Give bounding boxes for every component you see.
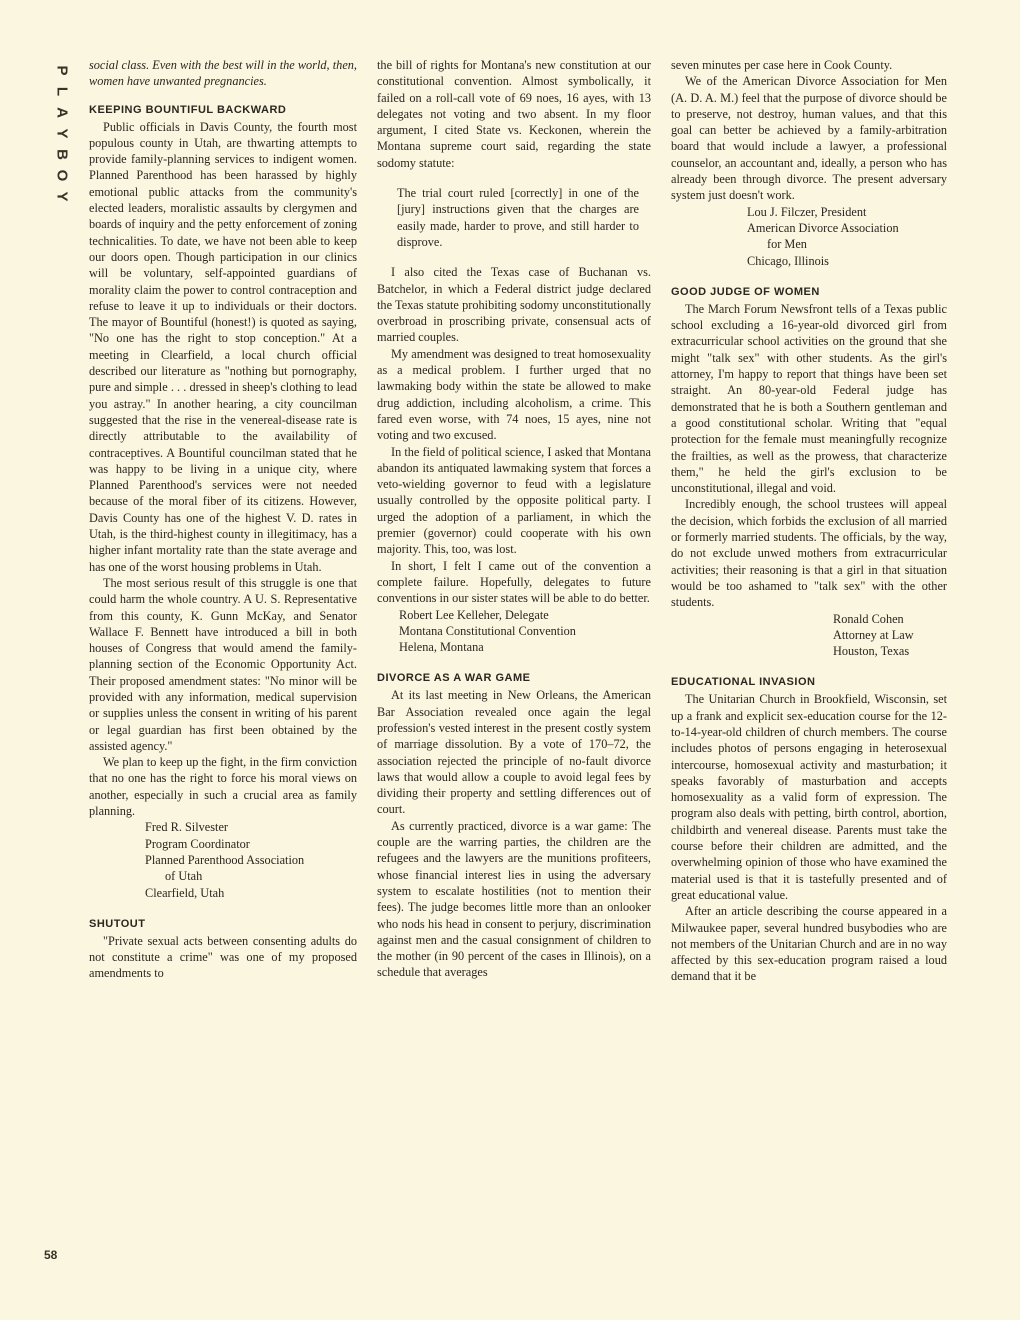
signature-line: Chicago, Illinois	[747, 253, 829, 268]
signature-block	[377, 607, 651, 656]
body-paragraph: After an article describing the course appeared in a Milwaukee paper, several hundred busybodies who are not members of the Unitarian Church and are in no way affected by this sex-education program raised a loud demand that it be	[671, 904, 947, 984]
body-paragraph: We plan to keep up the fight, in the firm conviction that no one has the right to force his moral views on another, especially in such a crucial area as family planning.	[89, 755, 357, 819]
signature-line: Montana Constitutional Convention	[399, 623, 576, 638]
column-1	[89, 57, 357, 982]
body-paragraph: In the field of political science, I asked that Montana abandon its antiquated lawmaking system that forces a veto-wielding governor to feud with a legislature usually controlled by the opposite political party. I urged the adoption of a parliament, in which the premier (governor) could cooperate with his own majority. This, too, was lost.	[377, 444, 651, 557]
body-paragraph: Incredibly enough, the school trustees will appeal the decision, which forbids the exclusion of all married or formerly married students. The officials, by the way, do not exclude unwed mothers from extracurricular activities; their reasoning is that a girl in that situation would be too ashamed to "talk sex" with the other students.	[671, 497, 947, 610]
signature-line: Houston, Texas	[833, 644, 910, 659]
signature-line: of Utah	[165, 869, 203, 884]
signature-line: Lou J. Filczer, President	[747, 204, 867, 219]
body-paragraph: the bill of rights for Montana's new constitution at our constitutional convention. Almost symbolically, it failed on a roll-call vote of 69 noes, 16 ayes, with 13 delegates not voting and two absent. In my floor argument, I cited State vs. Keckonen, wherein the Montana supreme court said, regarding the state sodomy statute:	[377, 58, 651, 170]
signature-line: for Men	[767, 237, 807, 252]
body-paragraph: In short, I felt I came out of the convention a complete failure. Hopefully, delegates to future conventions in our sister states will be able to do better.	[377, 558, 651, 606]
page-number: 58	[44, 1248, 58, 1262]
signature-line: Planned Parenthood Association	[145, 852, 305, 867]
body-paragraph: My amendment was designed to treat homosexuality as a medical problem. I further urged that no lawmaking body within the state be allowed to make drug addiction, including alcoholism, a crime. This fared even worse, with 74 noes, 15 ayes, nine not voting and two excused.	[377, 346, 651, 443]
lead-paragraph: social class. Even with the best will in the world, then, women have unwanted pregnancies.	[89, 58, 357, 89]
body-paragraph: At its last meeting in New Orleans, the American Bar Association revealed once again the legal profession's vested interest in the present costly system of marriage dissolution. By a vote of 170–72, the association rejected the principle of no-fault divorce laws that would allow a couple to avoid legal fees by dividing their property and settling differences out of court.	[377, 688, 651, 817]
heading-good-judge-of-women: GOOD JUDGE OF WOMEN	[671, 285, 820, 298]
signature-line: Fred R. Silvester	[145, 820, 228, 835]
signature-block	[671, 611, 947, 660]
body-paragraph: We of the American Divorce Association for Men (A. D. A. M.) feel that the purpose of divorce should be to preserve, not destroy, human values, and that this goal can better be achieved by a family-arbitration board that would include a lawyer, a professional counselor, an accountant and, ideally, a person who has already been through divorce. The present adversary system just doesn't work.	[671, 74, 947, 203]
signature-block	[671, 204, 947, 269]
body-paragraph: As currently practiced, divorce is a war game: The couple are the warring parties, the children are the refugees and the lawyers are the munitions profiteers, whose financial interest lies in using the adversary system to escalate hostilities (not to mention their fees). The judge becomes little more than an onlooker who nods his head in consent to perjury, discrimination against men and the casual consignment of children to the mother (in 90 percent of the cases in Illinois), on a schedule that averages	[377, 818, 651, 980]
body-paragraph: I also cited the Texas case of Buchanan vs. Batchelor, in which a Federal district judge declared the Texas statute prohibiting sodomy unconstitutionally overbroad in proscribing private, consensual acts of married couples.	[377, 265, 651, 345]
heading-educational-invasion: EDUCATIONAL INVASION	[671, 676, 816, 689]
signature-line: American Divorce Association	[747, 220, 899, 235]
block-quote: The trial court ruled [correctly] in one of the [jury] instructions given that the charges are easily made, harder to prove, and still harder to disprove.	[397, 186, 639, 249]
body-paragraph: The March Forum Newsfront tells of a Texas public school excluding a 16-year-old divorced girl from extracurricular school activities on the ground that she might "talk sex" with other students. As the girl's attorney, I'm happy to report that things have been set straight. An 80-year-old Federal judge has demonstrated that he is both a Southern gentleman and a good constitutional scholar. Writing that "equal protection for the female must meaningfully recognize the frailties, as well as the prowess, that characterize them," he held the girl's exclusion to be unconstitutional, illegal and void.	[671, 301, 947, 496]
body-paragraph: "Private sexual acts between consenting adults do not constitute a crime" was one of my proposed amendments to	[89, 933, 357, 981]
heading-divorce-as-a-war-game: DIVORCE AS A WAR GAME	[377, 672, 531, 685]
heading-shutout: SHUTOUT	[89, 917, 146, 930]
signature-line: Robert Lee Kelleher, Delegate	[399, 607, 549, 622]
body-paragraph: The most serious result of this struggle is one that could harm the whole country. A U. S. Representative from this county, K. Gunn McKay, and Senator Wallace F. Bennett have introduced a bill in both houses of Congress that would amend the family-planning section of the Economic Opportunity Act. Their proposed amendment states: "No minor will be provided with any information, medical supervision or supplies unless the consent in writing of his parent or legal guardian has first been obtained by the assisted agency."	[89, 575, 357, 753]
signature-line: Clearfield, Utah	[145, 885, 225, 900]
signature-line: Ronald Cohen	[833, 611, 904, 626]
body-paragraph: Public officials in Davis County, the fourth most populous county in Utah, are thwarting attempts to provide family-planning services to indigent women. Planned Parenthood has been harassed by highly emotional public attacks from the community's elected leaders, moralistic assaults by clergymen and boards of inquiry and the petty enforcement of zoning technicalities. To date, we have not been able to keep our doors open. Though participation in our clinics will be voluntary, self-appointed guardians of morality claim the power to control contraception and refuse to leave it up to individuals or their doctors. The mayor of Bountiful (honest!) is quoted as saying, "No one has the right to stop conception." At a meeting in Clearfield, a local church official described our literature as "nothing but pornography, pure and simple . . . dressed in sheep's clothing to lead you astray." In another hearing, a city councilman suggested that the rise in the venereal-disease rate is directly attributable to the availability of contraceptives. A Bountiful councilman stated that he was happy to be living in a unique city, where Planned Parenthood's services were not needed because of the moral fiber of its citizens. However, Davis County has one of the highest V. D. rates in Utah, is the third-highest county in illegitimacy, has a higher infant mortality rate than the state average and has one of the worst housing problems in Utah.	[89, 119, 357, 574]
signature-line: Program Coordinator	[145, 836, 250, 851]
column-3	[671, 57, 947, 985]
signature-line: Attorney at Law	[833, 627, 914, 642]
heading-keeping-bountiful-backward: KEEPING BOUNTIFUL BACKWARD	[89, 103, 287, 116]
signature-block	[89, 819, 357, 900]
signature-line: Helena, Montana	[399, 640, 484, 655]
playboy-vertical-logo: P L A Y B O Y	[53, 65, 71, 202]
column-2	[377, 57, 651, 981]
body-paragraph: The Unitarian Church in Brookfield, Wisconsin, set up a frank and explicit sex-education course for the 12-to-14-year-old children of church members. The course includes photos of persons engaging in heterosexual intercourse, homosexual activity and masturbation; it speaks favorably of masturbation and accepts homosexuality as a valid form of expression. The program also deals with petting, birth control, abortion, childbirth and venereal disease. Parents must take the course before their children are admitted, and the overwhelming opinion of those who have examined the material used is that it is tastefully presented and of great educational value.	[671, 692, 947, 902]
body-paragraph: seven minutes per case here in Cook County.	[671, 58, 893, 72]
